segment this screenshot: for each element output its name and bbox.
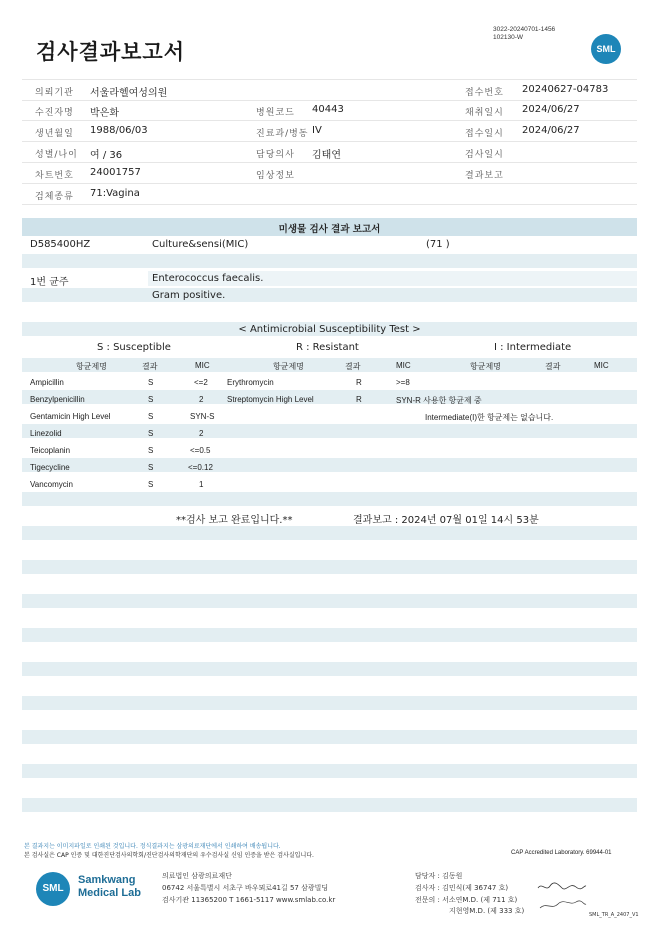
sml-badge-logo: SML (591, 34, 621, 64)
document-id-line-1: 3022-20240701-1456 (493, 26, 556, 33)
receipt-date-label: 접수일시 (465, 129, 504, 139)
section-title: 미생물 검사 결과 보고서 (278, 224, 381, 235)
ward-code-value: 40443 (312, 104, 344, 115)
col-mic-2: MIC (396, 361, 411, 370)
staff-specialist: 전문의 : 서소연M.D. (제 711 호) (415, 896, 518, 904)
col-mic-1: MIC (195, 361, 210, 370)
drug-mic: 2 (199, 429, 204, 438)
stripe-band (22, 764, 637, 778)
drug-name: Linezolid (30, 429, 62, 438)
drug-mic: <=0.5 (190, 446, 211, 455)
drug-mic: >=8 (396, 378, 410, 387)
stripe-band (22, 526, 637, 540)
samkwang-logo-icon: SML (36, 872, 70, 906)
sex-age-label: 성별/나이 (35, 150, 78, 160)
drug-result: S (148, 480, 154, 489)
drug-name: Erythromycin (227, 378, 274, 387)
receipt-no-value: 20240627-04783 (522, 84, 609, 95)
header-row (22, 184, 637, 205)
logo-line-1: Samkwang (78, 874, 136, 886)
stripe-band (22, 594, 637, 608)
drug-name: Streptomycin High Level (227, 395, 314, 404)
drug-mic: <=2 (194, 378, 208, 387)
intermediate-note: Intermediate(I)한 항균제는 없습니다. (425, 413, 554, 422)
org-address: 06742 서울특별시 서초구 바우뫼로41길 57 삼광빌딩 (162, 884, 329, 892)
doctor-value: 김태연 (312, 150, 341, 161)
gram-stain: Gram positive. (152, 290, 226, 301)
stripe-band (22, 560, 637, 574)
legend-susceptible: S : Susceptible (97, 342, 171, 353)
logo-line-2: Medical Lab (78, 887, 141, 899)
specimen-label: 검체종류 (35, 192, 74, 202)
drug-name: Teicoplanin (30, 446, 71, 455)
header-row (22, 142, 637, 163)
receipt-date-value: 2024/06/27 (522, 125, 580, 136)
stripe-band (22, 458, 637, 472)
cap-accreditation: CAP Accredited Laboratory. 69944-01 (511, 850, 612, 856)
col-drug-3: 항균제명 (470, 362, 501, 371)
dept-value: IV (312, 125, 322, 136)
drug-result: S (148, 378, 154, 387)
patient-value: 박은화 (90, 108, 119, 119)
test-name: Culture&sensi(MIC) (152, 239, 249, 250)
drug-name: Benzylpenicillin (30, 395, 85, 404)
legend-resistant: R : Resistant (296, 342, 359, 353)
drug-name: Ampicillin (30, 378, 64, 387)
stripe-band (22, 424, 637, 438)
header-row (22, 163, 637, 184)
stripe-band (22, 390, 637, 404)
col-drug-1: 항균제명 (76, 362, 107, 371)
test-code: D585400HZ (30, 239, 91, 250)
col-mic-3: MIC (594, 361, 609, 370)
organism-name: Enterococcus faecalis. (152, 273, 264, 284)
header-row (22, 79, 637, 101)
dept-label: 진료과/병동 (256, 129, 309, 139)
drug-mic: 2 (199, 395, 204, 404)
col-result-3: 결과 (545, 362, 561, 371)
drug-result: S (148, 446, 154, 455)
stripe-band (22, 662, 637, 676)
signature-image (536, 880, 588, 914)
document-id (493, 26, 555, 42)
drug-mic: SYN-S (190, 412, 215, 421)
receipt-no-label: 접수번호 (465, 88, 504, 98)
ward-code-label: 병원코드 (256, 108, 295, 118)
drug-name: Vancomycin (30, 480, 73, 489)
hospital-value: 서울라헬여성의원 (90, 88, 168, 99)
chart-no-label: 차트번호 (35, 171, 74, 181)
ast-title: < Antimicrobial Susceptibility Test > (238, 324, 421, 335)
report-complete: **검사 보고 완료입니다.** (176, 515, 293, 526)
drug-result: S (148, 429, 154, 438)
stripe-band (22, 288, 637, 302)
chart-no-value: 24001757 (90, 167, 141, 178)
drug-result: R (356, 395, 362, 404)
stripe-band (22, 798, 637, 812)
collect-date-label: 채취일시 (465, 108, 504, 118)
stripe-band (22, 254, 637, 268)
staff-manager: 담당자 : 김동원 (415, 872, 463, 880)
dob-value: 1988/06/03 (90, 125, 148, 136)
col-result-2: 결과 (345, 362, 361, 371)
org-contact: 검사기관 11365200 T 1661-5117 www.smlab.co.kr (162, 896, 336, 904)
drug-result: S (148, 412, 154, 421)
hospital-label: 의뢰기관 (35, 88, 74, 98)
dob-label: 생년월일 (35, 129, 74, 139)
test-number: (71 ) (426, 239, 450, 250)
stripe-band (22, 696, 637, 710)
drug-name: Gentamicin High Level (30, 412, 111, 421)
organism-label: 1번 균주 (30, 277, 69, 288)
form-code: SML_TR_A_2407_V1 (589, 912, 639, 918)
page-title: 검사결과보고서 (36, 40, 186, 64)
specimen-value: 71:Vagina (90, 188, 140, 199)
drug-mic: SYN-R 사용한 항균제 중 (396, 396, 482, 405)
drug-result: R (356, 378, 362, 387)
collect-date-value: 2024/06/27 (522, 104, 580, 115)
sex-age-value: 여 / 36 (90, 150, 123, 161)
col-result-1: 결과 (142, 362, 158, 371)
drug-result: S (148, 463, 154, 472)
stripe-band (22, 492, 637, 506)
header-row (22, 121, 637, 142)
org-name: 의료법인 삼광의료재단 (162, 872, 232, 880)
doctor-label: 담당의사 (256, 150, 295, 160)
footer-note-image: 본 결과지는 이미지파일로 인쇄된 것입니다. 정식결과지는 삼광의료재단에서 인쇄하여 배송됩니다. (24, 843, 281, 850)
drug-mic: 1 (199, 480, 204, 489)
drug-result: S (148, 395, 154, 404)
patient-label: 수진자명 (35, 108, 74, 118)
clinical-label: 임상정보 (256, 171, 295, 181)
samkwang-logo-text (78, 874, 141, 900)
drug-mic: <=0.12 (188, 463, 213, 472)
document-id-line-2: 102130-W (493, 34, 523, 41)
footer-note-cap: 본 검사실은 CAP 인증 및 대한진단검사의학회/진단검사의학재단의 우수검사실 신임 인증을 받은 검사실입니다. (24, 852, 314, 859)
col-drug-2: 항균제명 (273, 362, 304, 371)
stripe-band (22, 730, 637, 744)
staff-specialist-2: 지현영M.D. (제 333 호) (449, 907, 525, 915)
test-date-label: 검사일시 (465, 150, 504, 160)
legend-intermediate: I : Intermediate (494, 342, 572, 353)
staff-tester: 검사자 : 김민식(제 36747 호) (415, 884, 509, 892)
report-label: 결과보고 (465, 171, 504, 181)
header-row (22, 100, 637, 121)
drug-name: Tigecycline (30, 463, 70, 472)
report-time: 결과보고 : 2024년 07월 01일 14시 53분 (353, 515, 539, 526)
stripe-band (22, 628, 637, 642)
